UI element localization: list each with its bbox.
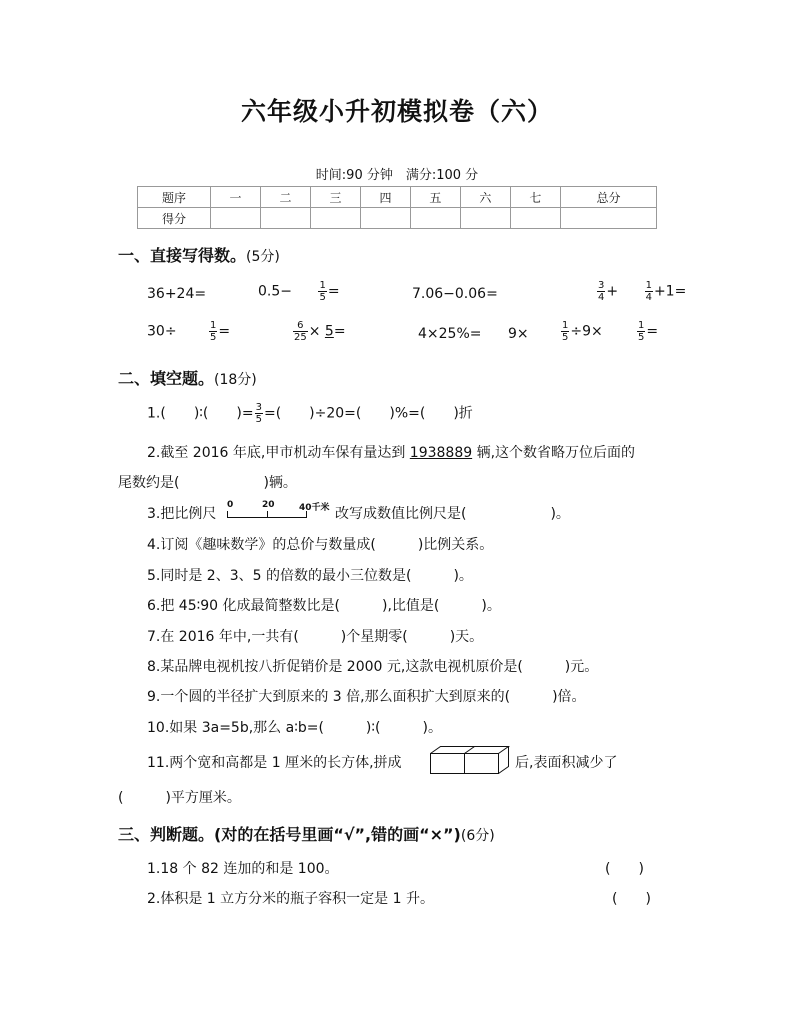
question-2-10: 10.如果 3a=5b,那么 a∶b=( )∶( )。	[147, 720, 442, 736]
calc-1b-post: =	[327, 283, 340, 300]
question-2-2-line1	[147, 442, 635, 462]
denominator: 5	[210, 332, 217, 343]
question-2-7: 7.在 2016 年中,一共有( )个星期零( )天。	[147, 629, 484, 645]
score-cell[interactable]	[510, 208, 560, 229]
header-cell: 三	[310, 187, 360, 208]
section3-heading	[118, 822, 495, 845]
denominator: 4	[645, 292, 652, 303]
numerator: 6	[293, 320, 308, 332]
question-2-5: 5.同时是 2、3、5 的倍数的最小三位数是( )。	[147, 568, 473, 584]
fraction	[645, 280, 653, 303]
ruler-label-20: 20	[262, 500, 275, 510]
calc-2c: 4×25%=	[418, 326, 482, 342]
header-cell: 四	[360, 187, 410, 208]
section3-points: (6分)	[460, 828, 495, 844]
section2-title: 二、填空题。	[118, 369, 215, 388]
calc-2d: 9×	[508, 326, 529, 342]
cuboids-figure	[430, 746, 514, 774]
calc-1c: 7.06−0.06=	[412, 286, 498, 302]
question-2-11-line2: ( )平方厘米。	[118, 790, 241, 806]
header-cell: 七	[510, 187, 560, 208]
header-cell: 五	[410, 187, 460, 208]
calc-1b-pre: 0.5−	[258, 283, 292, 300]
fraction	[637, 320, 645, 343]
fraction	[255, 402, 263, 425]
calc-1d-mid: +	[606, 283, 619, 300]
numerator: 1	[562, 320, 569, 331]
score-cell[interactable]	[310, 208, 360, 229]
fraction	[561, 320, 569, 343]
score-cell[interactable]	[560, 208, 656, 229]
page-title: 六年级小升初模拟卷（六）	[240, 97, 553, 126]
question-2-8: 8.某品牌电视机按八折促销价是 2000 元,这款电视机原价是( )元。	[147, 659, 599, 675]
calc-2b-underlined: 5	[324, 323, 334, 340]
score-cell[interactable]	[460, 208, 510, 229]
question-2-11-post: 后,表面积减少了	[515, 755, 618, 771]
calc-2a-post: =	[218, 323, 231, 340]
question-2-1	[147, 402, 473, 425]
calc-2a-pre: 30÷	[147, 323, 177, 340]
question-2-9: 9.一个圆的半径扩大到原来的 3 倍,那么面积扩大到原来的( )倍。	[147, 689, 586, 705]
numerator: 1	[638, 320, 645, 331]
calc-2f	[636, 320, 658, 343]
cuboid-front-right	[465, 754, 499, 774]
fraction	[318, 280, 326, 303]
score-cell[interactable]	[360, 208, 410, 229]
calc-2b	[292, 320, 346, 343]
section1-points: (5分)	[246, 249, 280, 265]
question-2-3-pre: 3.把比例尺	[147, 506, 217, 522]
calc-2a	[147, 320, 230, 343]
numerator: 1	[210, 320, 217, 331]
calc-1a: 36+24=	[147, 286, 207, 302]
cuboid-front-left	[431, 754, 465, 774]
numerator: 1	[645, 280, 652, 291]
header-cell: 题序	[138, 187, 211, 208]
fraction	[597, 280, 605, 303]
section1-title: 一、直接写得数。	[118, 246, 247, 265]
denominator: 4	[598, 292, 605, 303]
calc-1d	[596, 280, 686, 303]
calc-1b	[258, 280, 340, 303]
ruler-label-40: 40千米	[299, 503, 330, 513]
numerator: 3	[598, 280, 605, 291]
score-cell[interactable]	[260, 208, 310, 229]
denominator: 5	[319, 292, 326, 303]
ruler-tick	[227, 511, 228, 518]
denominator: 25	[294, 332, 307, 343]
question-2-4: 4.订阅《趣味数学》的总价与数量成( )比例关系。	[147, 537, 494, 553]
fraction	[293, 320, 308, 343]
section1-heading	[118, 243, 280, 266]
q2-pre: 2.截至 2016 年底,甲市机动车保有量达到	[147, 445, 410, 461]
question-2-3-post: 改写成数值比例尺是( )。	[335, 506, 570, 522]
header-cell: 一	[211, 187, 261, 208]
calc-2e-mid: ÷9×	[570, 323, 603, 340]
calc-2b-mid: ×	[308, 323, 321, 340]
denominator: 5	[562, 332, 569, 343]
denominator: 5	[255, 414, 262, 425]
numerator: 1	[319, 280, 326, 291]
question-2-11-pre: 11.两个宽和高都是 1 厘米的长方体,拼成	[147, 755, 402, 771]
score-cell[interactable]	[211, 208, 261, 229]
header-cell: 二	[260, 187, 310, 208]
ruler-label-0: 0	[227, 500, 234, 510]
exam-info: 时间:90 分钟 满分:100 分	[315, 168, 479, 183]
answer-paren[interactable]: ( )	[605, 861, 644, 877]
numerator: 3	[255, 402, 262, 413]
header-cell: 总分	[560, 187, 656, 208]
denominator: 5	[638, 332, 645, 343]
header-cell: 六	[460, 187, 510, 208]
calc-2e	[560, 320, 603, 343]
q2-post: 辆,这个数省略万位后面的	[472, 445, 636, 461]
judge-question-2: 2.体积是 1 立方分米的瓶子容积一定是 1 升。	[147, 891, 434, 907]
section2-points: (18分)	[214, 372, 257, 388]
question-2-6: 6.把 45∶90 化成最简整数比是( ),比值是( )。	[147, 598, 501, 614]
judge-question-1: 1.18 个 82 连加的和是 100。	[147, 861, 339, 877]
fraction	[209, 320, 217, 343]
section2-heading	[118, 366, 257, 389]
cuboid-top-divider	[465, 747, 475, 754]
ruler-tick	[267, 511, 268, 518]
q2-number: 1938889	[409, 445, 473, 461]
section3-title: 三、判断题。(对的在括号里画“√”,错的画“×”)	[118, 825, 461, 844]
q1-post: =( )÷20=( )%=( )折	[263, 405, 473, 422]
calc-1d-post: +1=	[653, 283, 687, 300]
q1-pre: 1.( )∶( )=	[147, 405, 254, 422]
scale-ruler	[227, 502, 335, 520]
calc-2b-post: =	[333, 323, 346, 340]
score-table	[137, 186, 657, 229]
answer-paren[interactable]: ( )	[612, 891, 651, 907]
score-table-header-row	[138, 187, 657, 208]
question-2-2-line2: 尾数约是( )辆。	[118, 475, 297, 491]
score-cell[interactable]	[410, 208, 460, 229]
score-label-cell: 得分	[138, 208, 211, 229]
calc-2f-post: =	[646, 323, 659, 340]
score-table-score-row	[138, 208, 657, 229]
